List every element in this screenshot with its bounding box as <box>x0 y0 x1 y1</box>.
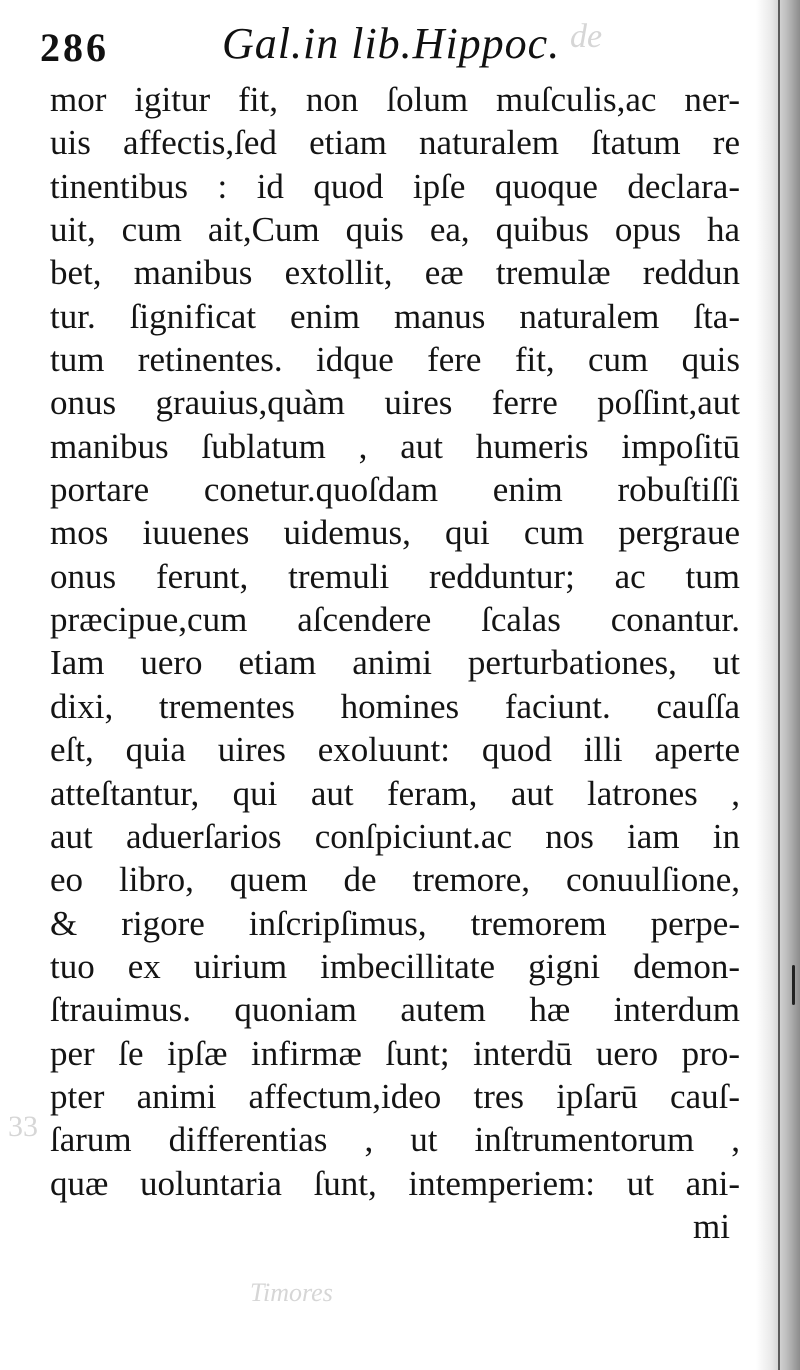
text-line: onus ferunt, tremuli redduntur; ac tum <box>50 556 740 596</box>
text-line: pter animi affectum,ideo tres ipſarū cauſ- <box>50 1076 740 1116</box>
text-line: & rigore inſcripſimus, tremorem perpe- <box>50 903 740 943</box>
text-line: Iam uero etiam animi perturbationes, ut <box>50 643 740 683</box>
page-edge-line <box>778 0 780 1370</box>
text-line: quæ uoluntaria ſunt, intemperiem: ut ani- <box>50 1163 740 1203</box>
running-title: Gal.in lib.Hippoc. <box>222 19 561 68</box>
text-line: onus grauius,quàm uires ferre poſſint,aut <box>50 383 740 423</box>
text-line: tur. ſignificat enim manus naturalem ſta- <box>50 296 740 336</box>
text-line: portare conetur.quoſdam enim robuſtiſſi <box>50 470 740 510</box>
text-line: tum retinentes. idque fere fit, cum quis <box>50 340 740 380</box>
text-line: atteſtantur, qui aut feram, aut latrones , <box>50 773 740 813</box>
catchword: mi <box>693 1206 730 1246</box>
text-body <box>50 78 740 1248</box>
text-line: mos iuuenes uidemus, qui cum pergraue <box>50 513 740 553</box>
page-number: 286 <box>40 25 109 70</box>
show-through-ghost-bottom: Timores <box>250 1278 333 1307</box>
show-through-ghost-top: de <box>570 18 603 55</box>
text-line: uis affectis,ſed etiam naturalem ſtatum re <box>50 123 740 163</box>
text-line: manibus ſublatum , aut humeris impoſitū <box>50 426 740 466</box>
text-line: eo libro, quem de tremore, conuulſione, <box>50 860 740 900</box>
text-line: mor igitur fit, non ſolum muſculis,ac ner- <box>50 80 740 119</box>
text-line: aut aduerſarios conſpiciunt.ac nos iam in <box>50 816 740 856</box>
text-line: bet, manibus extollit, eæ tremulæ reddun <box>50 253 740 293</box>
text-line: ſtrauimus. quoniam autem hæ interdum <box>50 990 740 1030</box>
text-line: eſt, quia uires exoluunt: quod illi aperte <box>50 730 740 770</box>
text-line: dixi, trementes homines faciunt. cauſſa <box>50 686 740 726</box>
text-line: tinentibus : id quod ipſe quoque declara- <box>50 166 740 206</box>
show-through-ghost-margin: 33 <box>8 1110 38 1143</box>
text-line: ſarum differentias , ut inſtrumentorum , <box>50 1120 740 1160</box>
text-line: uit, cum ait,Cum quis ea, quibus opus ha <box>50 210 740 250</box>
text-line: tuo ex uirium imbecillitate gigni demon- <box>50 946 740 986</box>
text-line: præcipue,cum aſcendere ſcalas conantur. <box>50 600 740 640</box>
page-edge-mark <box>792 965 795 1005</box>
text-line: per ſe ipſæ infirmæ ſunt; interdū uero pro- <box>50 1033 740 1073</box>
